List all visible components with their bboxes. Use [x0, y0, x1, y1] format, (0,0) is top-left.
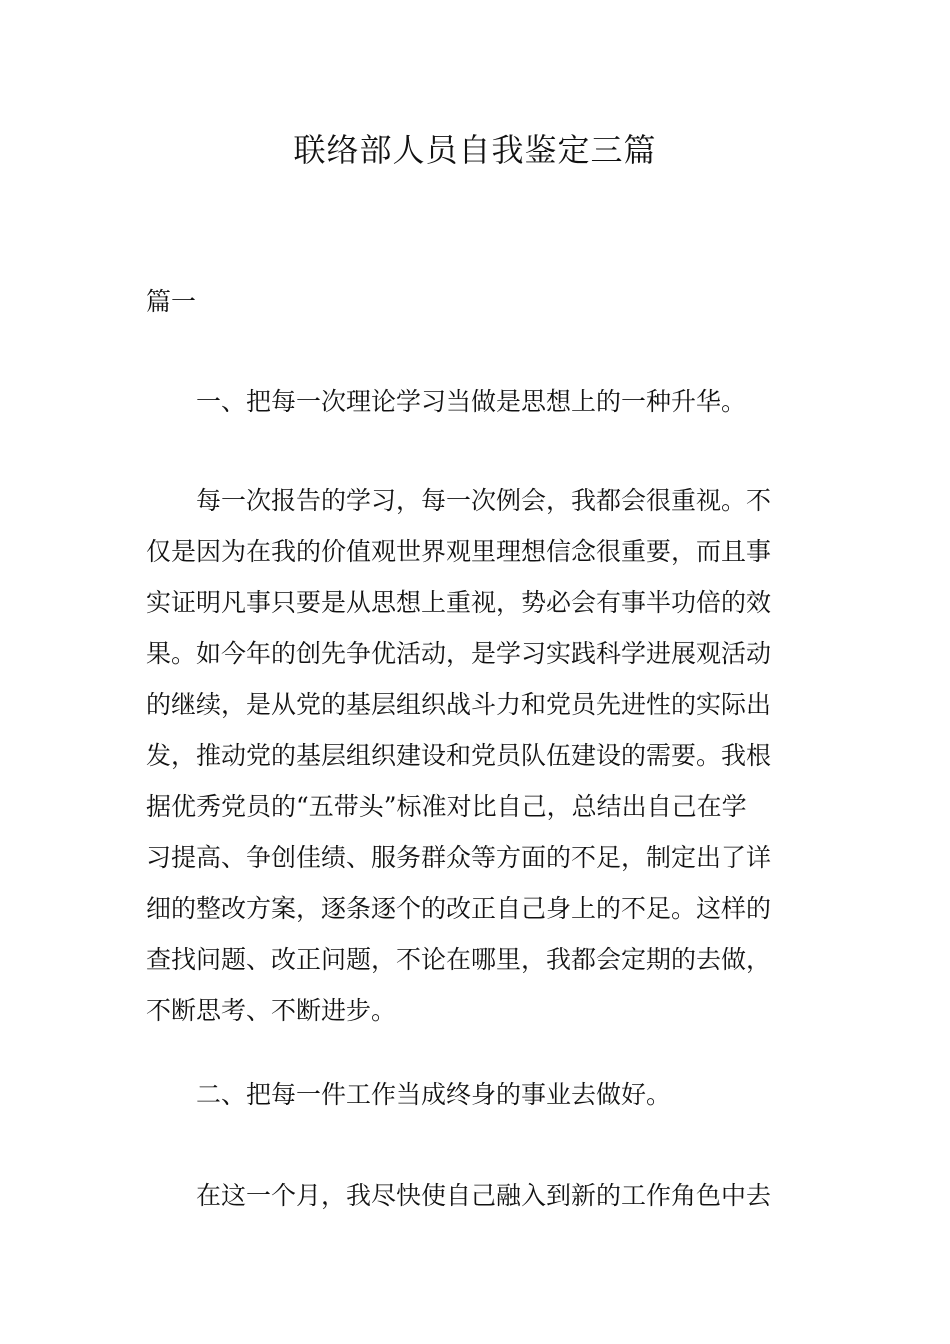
document-title: 联络部人员自我鉴定三篇 — [293, 131, 657, 169]
paragraph-line: 发，推动党的基层组织建设和党员队伍建设的需要。我根 — [146, 741, 772, 770]
section-label: 篇一 — [146, 287, 197, 316]
paragraph-line: 细的整改方案，逐条逐个的改正自己身上的不足。这样的 — [146, 894, 772, 923]
paragraph-line: 不断思考、不断进步。 — [146, 996, 397, 1025]
paragraph-1 — [146, 475, 806, 1036]
section-heading-2: 二、把每一件工作当成终身的事业去做好。 — [196, 1080, 672, 1109]
paragraph-line: 据优秀党员的“五带头”标准对比自己，总结出自己在学 — [146, 792, 747, 821]
paragraph-line: 查找问题、改正问题，不论在哪里，我都会定期的去做， — [146, 945, 772, 974]
paragraph-line: 的继续，是从党的基层组织战斗力和党员先进性的实际出 — [146, 690, 772, 719]
section-heading-1: 一、把每一次理论学习当做是思想上的一种升华。 — [196, 387, 747, 416]
paragraph-line: 仅是因为在我的价值观世界观里理想信念很重要，而且事 — [146, 537, 772, 566]
paragraph-line: 习提高、争创佳绩、服务群众等方面的不足，制定出了详 — [146, 843, 772, 872]
paragraph-line: 果。如今年的创先争优活动，是学习实践科学进展观活动 — [146, 639, 772, 668]
paragraph-line: 每一次报告的学习，每一次例会，我都会很重视。不 — [196, 486, 772, 515]
paragraph-line: 在这一个月，我尽快使自己融入到新的工作角色中去 — [196, 1181, 772, 1210]
paragraph-2 — [146, 1170, 806, 1221]
paragraph-line: 实证明凡事只要是从思想上重视，势必会有事半功倍的效 — [146, 588, 772, 617]
